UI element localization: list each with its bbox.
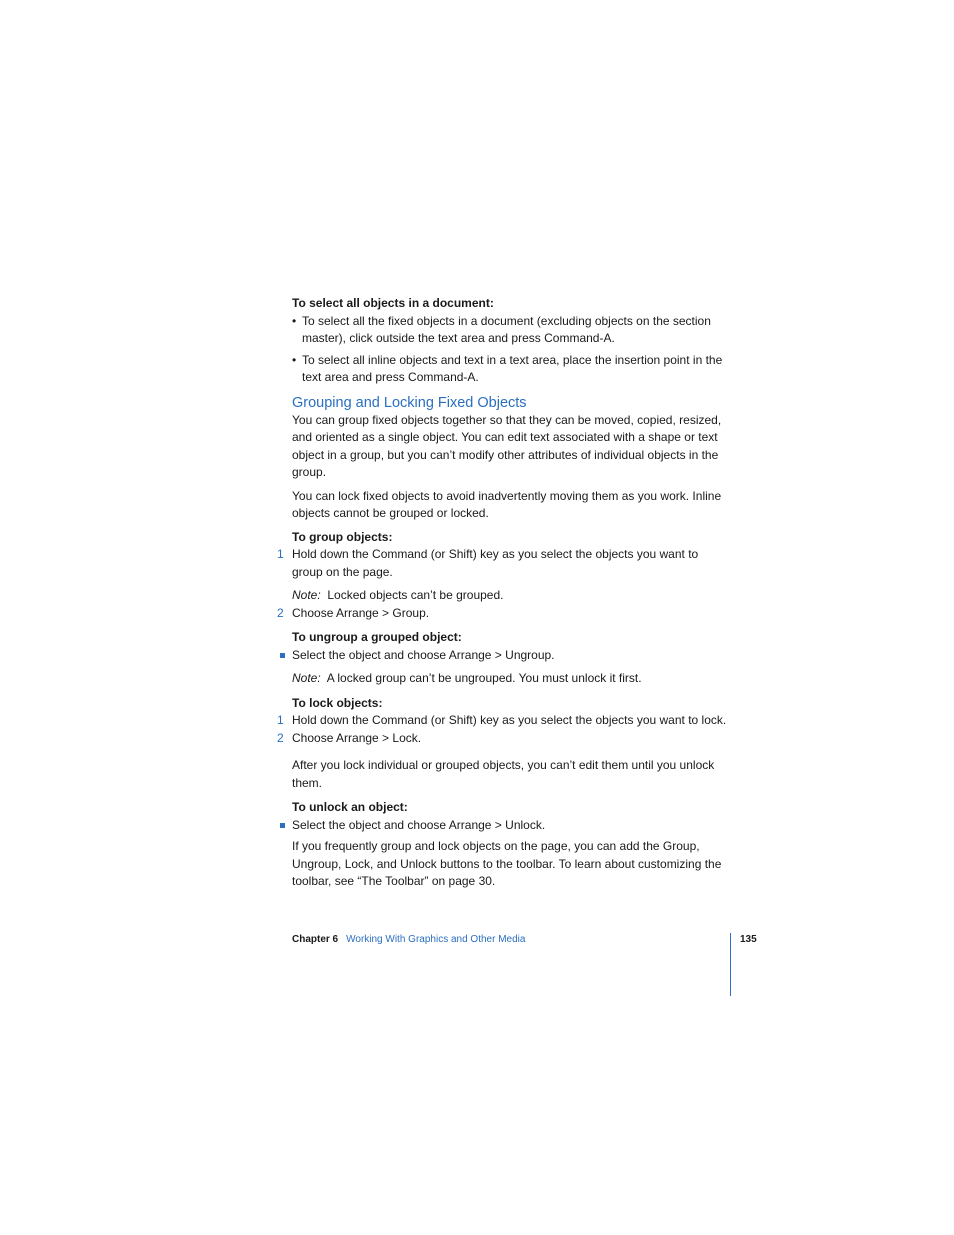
- unlock-step: [292, 817, 732, 835]
- note-text: Locked objects can’t be grouped.: [327, 588, 504, 602]
- section-paragraph-2: You can lock fixed objects to avoid inadvertently moving them as you work. Inline objects cannot be grouped or locked.: [292, 488, 722, 520]
- footer-divider: [730, 933, 731, 996]
- lock-step-1: [277, 712, 732, 730]
- lock-after-paragraph: After you lock individual or grouped objects, you can’t edit them until you unlock them.: [292, 758, 715, 790]
- ungroup-step: [292, 647, 732, 665]
- page-number: 135: [740, 934, 757, 945]
- lock-heading: To lock objects:: [292, 695, 383, 710]
- step-number: 1: [277, 713, 284, 727]
- chapter-title: Working With Graphics and Other Media: [346, 934, 526, 945]
- group-step-1: [277, 546, 732, 581]
- select-all-bullet-2: • To select all inline objects and text in a text area, place the insertion point in the text area and press Command-A.: [292, 352, 732, 387]
- section-title: Grouping and Locking Fixed Objects: [292, 394, 527, 411]
- section-paragraph-1: You can group fixed objects together so that they can be moved, copied, resized, and oriented as a single object. You can edit text associated with a shape or text object in a group, but you can’t modify other attributes of individual objects in the group.: [292, 412, 722, 479]
- unlock-paragraph: If you frequently group and lock objects on the page, you can add the Group, Ungroup, Lock, and Unlock buttons to the toolbar. To learn about customizing the toolbar, see “The Toolbar” on page 30.: [292, 839, 722, 888]
- step-number: 2: [277, 605, 284, 620]
- select-all-heading: To select all objects in a document:: [292, 296, 494, 310]
- select-all-bullet-1: • To select all the fixed objects in a document (excluding objects on the section master), click outside the text area and press Command-A.: [292, 313, 732, 348]
- square-bullet-icon: [280, 653, 285, 658]
- note-label: Note:: [292, 588, 321, 602]
- lock-step-2: [277, 730, 732, 748]
- step-text: Choose Arrange > Group.: [292, 605, 430, 620]
- note-label: Note:: [292, 671, 321, 685]
- step-number: 2: [277, 730, 284, 745]
- square-bullet-icon: [280, 823, 285, 828]
- note-text: A locked group can’t be ungrouped. You must unlock it first.: [326, 671, 642, 685]
- group-note: [292, 587, 732, 605]
- page-footer: [292, 933, 525, 947]
- ungroup-heading: To ungroup a grouped object:: [292, 630, 462, 644]
- step-text: Select the object and choose Arrange > Unlock.: [292, 817, 546, 832]
- step-text: Hold down the Command (or Shift) key as you select the objects you want to lock.: [292, 713, 727, 727]
- group-heading: To group objects:: [292, 529, 393, 544]
- step-text: Hold down the Command (or Shift) key as you select the objects you want to group on the page.: [292, 547, 699, 579]
- step-number: 1: [277, 547, 284, 561]
- chapter-label: Chapter 6: [292, 934, 339, 945]
- main-column: [277, 295, 732, 891]
- ungroup-note: [292, 670, 732, 688]
- step-text: Choose Arrange > Lock.: [292, 730, 422, 745]
- step-text: Select the object and choose Arrange > Ungroup.: [292, 647, 555, 662]
- unlock-heading: To unlock an object:: [292, 800, 408, 814]
- group-step-2: [277, 605, 732, 623]
